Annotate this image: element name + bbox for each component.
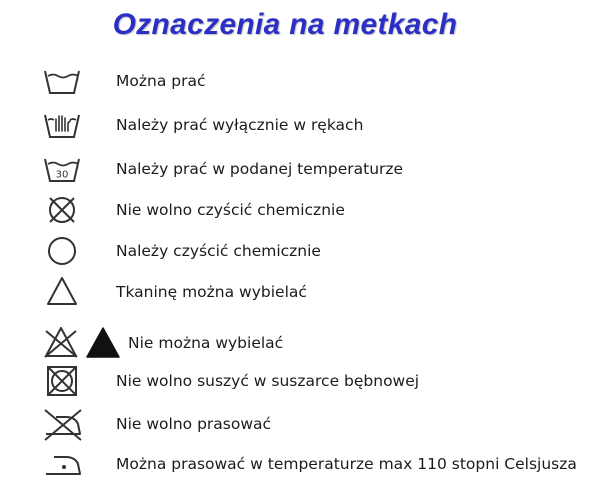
list-item-label: Należy czyścić chemicznie	[116, 242, 321, 260]
list-item-label: Należy prać w podanej temperaturze	[116, 160, 404, 178]
no-dry-clean-icon	[42, 190, 82, 230]
list-item-label: Tkaninę można wybielać	[116, 283, 307, 301]
no-bleach-icon	[40, 323, 82, 363]
page-title: Oznaczenia na metkach	[112, 8, 458, 41]
list-item	[0, 149, 616, 189]
list-item-label: Nie wolno czyścić chemicznie	[116, 201, 345, 219]
list-item	[0, 61, 616, 101]
wash-30-icon	[42, 149, 82, 189]
list-item	[0, 404, 616, 444]
list-item	[0, 361, 616, 401]
bleach-icon	[42, 272, 82, 312]
list-item	[0, 323, 616, 363]
wash-temperature-text: 30	[55, 169, 69, 181]
list-item-label: Można prać	[116, 72, 206, 90]
list-item-label: Nie można wybielać	[128, 334, 284, 352]
no-iron-icon	[42, 404, 84, 444]
list-item-label: Nie wolno prasować	[116, 415, 272, 433]
list-item-label: Można prasować w temperaturze max 110 stopni Celsjusza	[116, 455, 577, 473]
no-chlorine-bleach-icon	[84, 323, 122, 363]
hand-wash-icon	[42, 105, 82, 145]
list-item-label: Nie wolno suszyć w suszarce bębnowej	[116, 372, 420, 390]
list-item	[0, 190, 616, 230]
dry-clean-icon	[42, 231, 82, 271]
list-item	[0, 231, 616, 271]
list-item	[0, 272, 616, 312]
list-item	[0, 444, 616, 484]
list-item-label: Należy prać wyłącznie w rękach	[116, 116, 364, 134]
iron-low-icon	[42, 444, 84, 484]
list-item	[0, 105, 616, 145]
no-tumble-dry-icon	[42, 361, 82, 401]
wash-tub-icon	[42, 61, 82, 101]
